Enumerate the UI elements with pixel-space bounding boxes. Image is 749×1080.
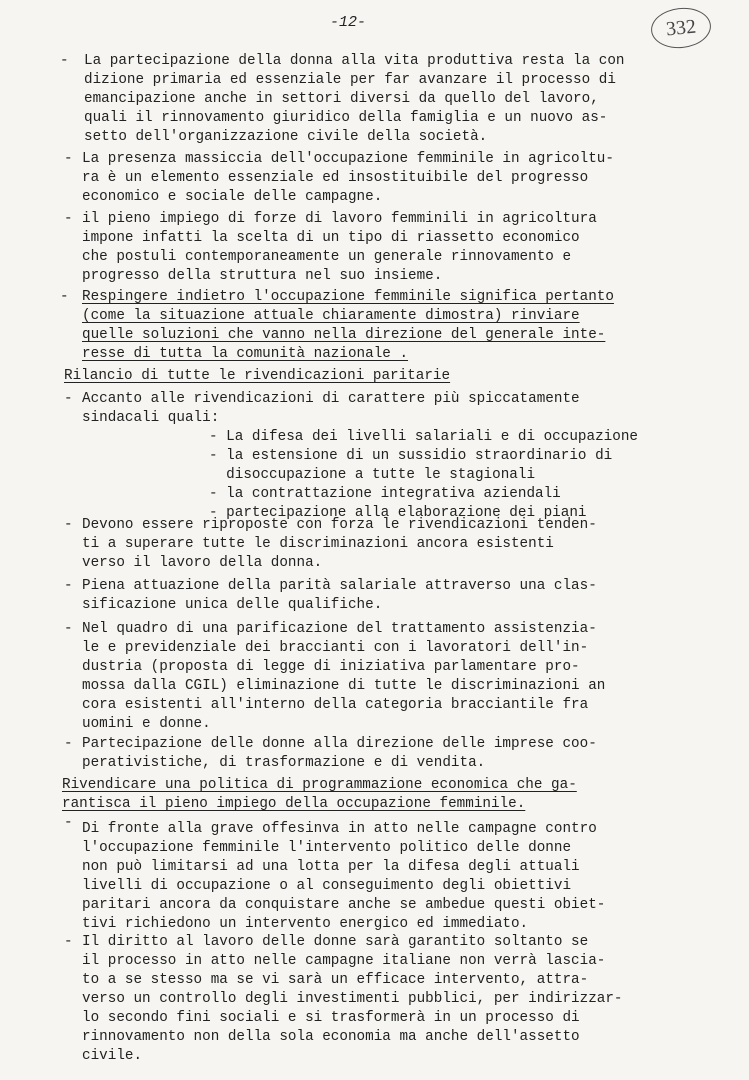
paragraph-wage-parity [64,577,597,615]
archive-number-stamp: 332 [649,5,713,51]
text-line: resse di tutta la comunità nazionale . [82,346,409,362]
text-line: La partecipazione della donna alla vita produttiva resta la con [84,53,625,69]
text-line: impone infatti la scelta di un tipo di riassetto economico [82,230,580,246]
text-line: tivi richiedono un intervento energico ed immediato. [82,916,529,932]
text-line: il processo in atto nelle campagne italiane non verrà lascia- [82,953,606,969]
paragraph-cooperatives [64,735,597,773]
text-line: livelli di occupazione o al conseguimento degli obiettivi [82,878,572,894]
paragraph-right-to-work [64,933,623,1066]
text-line: lo secondo fini sociali e si trasformerà in un processo di [82,1010,580,1026]
text-line: verso un controllo degli investimenti pubblici, per indirizzar- [82,991,623,1007]
text-line: uomini e donne. [82,716,211,732]
text-line: cora esistenti all'interno della categoria bracciantile fra [82,697,589,713]
text-line: dizione primaria ed essenziale per far avanzare il processo di [84,72,616,88]
text-line: (come la situazione attuale chiaramente dimostra) rinviare [82,308,580,324]
text-line: Il diritto al lavoro delle donne sarà garantito soltanto se [82,934,589,950]
text-line: setto dell'organizzazione civile della società. [84,129,488,145]
text-line: l'occupazione femminile l'intervento politico delle donne [82,840,572,856]
text-line: progresso della struttura nel suo insieme. [82,268,443,284]
text-line: quali il rinnovamento giuridico della famiglia e un nuovo as- [84,110,608,126]
paragraph-welfare [64,620,605,734]
bullet-dash: - [64,151,73,167]
paragraph-discrimination [64,516,597,573]
text-line: Partecipazione delle donne alla direzione delle imprese coo- [82,736,597,752]
text-line: paritari ancora da conquistare anche se ambedue questi obiet- [82,897,606,913]
sub-list-item: - la estensione di un sussidio straordinario di [209,448,613,464]
section-heading: Rivendicare una politica di programmazione economica che ga- [62,777,577,793]
section-heading: Rilancio di tutte le rivendicazioni paritarie [64,368,451,384]
text-line: quelle soluzioni che vanno nella direzione del generale inte- [82,327,606,343]
bullet-dash: - [64,517,73,533]
bullet-dash: - [64,736,73,752]
text-line: emancipazione anche in settori diversi da quello del lavoro, [84,91,599,107]
sub-list-item: - La difesa dei livelli salariali e di occupazione [209,429,638,445]
text-line: dustria (proposta di legge di iniziativa parlamentare pro- [82,659,580,675]
text-line: mossa dalla CGIL) eliminazione di tutte le discriminazioni an [82,678,606,694]
bullet-dash: - [64,578,73,594]
section-heading: rantisca il pieno impiego della occupazione femminile. [62,796,526,812]
paragraph-full-employment [64,210,597,286]
paragraph-accanto [64,390,580,428]
bullet-dash: - [64,934,73,950]
bullet-dash: - [64,211,73,227]
paragraph-reject [60,288,614,364]
page-number: -12- [330,14,367,31]
text-line: sificazione unica delle qualifiche. [82,597,383,613]
bullet-dash: - [64,391,73,407]
bullet-dash: - [64,621,73,637]
sub-list-item: - la contrattazione integrativa aziendali [209,486,561,502]
paragraph-participation [60,52,625,147]
text-line: non può limitarsi ad una lotta per la difesa degli attuali [82,859,580,875]
text-line: ti a superare tutte le discriminazioni ancora esistenti [82,536,554,552]
sub-list-item: disoccupazione a tutte le stagionali [209,467,536,483]
text-line: Di fronte alla grave offesinva in atto nelle campagne contro [82,821,597,837]
text-line: il pieno impiego di forze di lavoro femminili in agricoltura [82,211,597,227]
text-line: ra è un elemento essenziale ed insostituibile del progresso [82,170,589,186]
text-line: La presenza massiccia dell'occupazione femminile in agricoltu- [82,151,614,167]
bullet-dash: - [64,815,73,831]
text-line: economico e sociale delle campagne. [82,189,383,205]
text-line: perativistiche, di trasformazione e di vendita. [82,755,486,771]
text-line: Nel quadro di una parificazione del trattamento assistenzia- [82,621,597,637]
sub-list [209,428,638,523]
text-line: Piena attuazione della parità salariale attraverso una clas- [82,578,597,594]
text-line: Accanto alle rivendicazioni di carattere più spiccatamente [82,391,580,407]
heading-paritarian [64,367,450,386]
bullet-dash: - [60,289,69,305]
text-line: sindacali quali: [82,410,220,426]
text-line: Respingere indietro l'occupazione femminile significa pertanto [82,289,614,305]
text-line: to a se stesso ma se vi sarà un efficace intervento, attra- [82,972,589,988]
paragraph-offensive [64,815,606,934]
text-line: che postuli contemporaneamente un generale rinnovamento e [82,249,572,265]
bullet-dash: - [60,53,69,69]
text-line: le e previdenziale dei braccianti con i lavoratori dell'in- [82,640,589,656]
text-line: verso il lavoro della donna. [82,555,323,571]
sub-list-item: - partecipazione alla elaborazione dei piani [209,505,587,521]
text-line: Devono essere riproposte con forza le rivendicazioni tenden- [82,517,597,533]
text-line: civile. [82,1048,143,1064]
paragraph-presence [64,150,614,207]
text-line: rinnovamento non della sola economia ma anche dell'assetto [82,1029,580,1045]
heading-programming [62,776,577,814]
